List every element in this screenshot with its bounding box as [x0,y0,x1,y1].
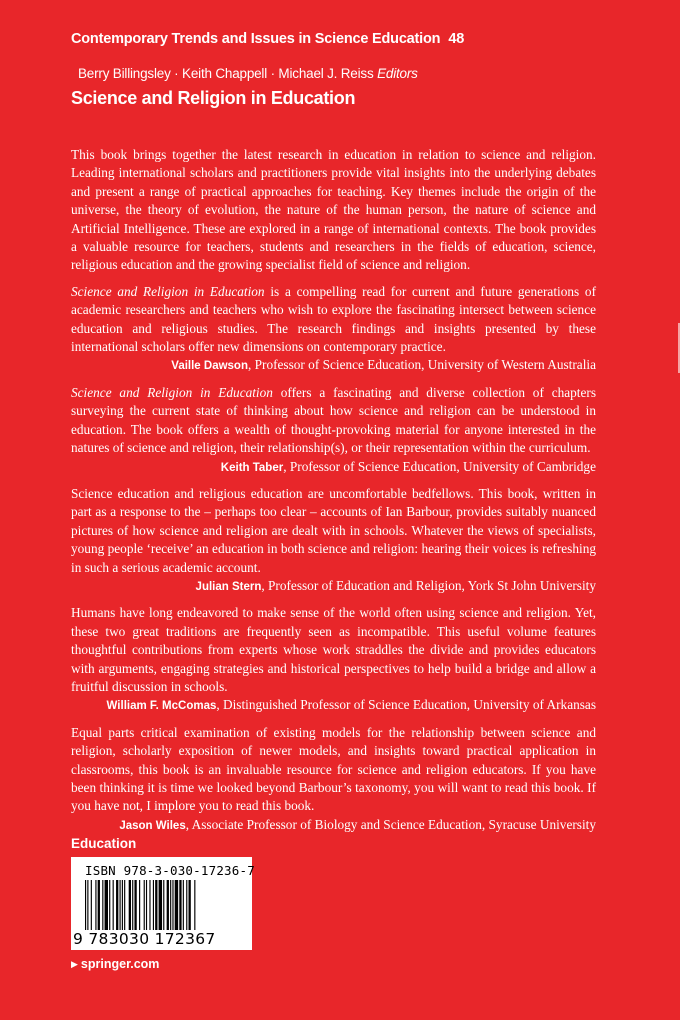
barcode-bar [149,880,150,930]
barcode-bar [132,880,133,930]
barcode-bar [109,880,110,930]
barcode-bar [122,880,123,930]
barcode-graphic [85,880,238,930]
reviewer-name: Julian Stern [195,580,262,593]
barcode-bar [120,880,121,930]
barcode-bar [102,880,103,930]
reviewer-role: , Associate Professor of Biology and Science Education, Syracuse University [185,816,596,832]
reviewer-role: , Professor of Science Education, University of Cambridge [283,458,596,474]
barcode-bar [139,880,140,930]
barcode-bar [163,880,164,930]
publisher-link[interactable] [71,957,159,971]
subject-category: Education [71,836,137,851]
barcode-bar [175,880,178,930]
barcode-bar [153,880,154,930]
review-2 [71,384,596,477]
barcode-bar [146,880,147,930]
barcode-bar [172,880,173,930]
review-text: Humans have long endeavored to make sense of the world often using science and religion. Yet, these two great traditions are frequently seen as incompatible. This useful volume features thoughtful contributions from experts whose work straddles the divide and provides educators with arguments, engaging strategies and historical perspectives to help build a bridge and allow a fruitful discussion in schools. [71,605,596,694]
review-attribution [71,816,596,835]
barcode-bar [144,880,145,930]
barcode-bar [129,880,131,930]
barcode-bar [179,880,181,930]
barcode-bar [170,880,171,930]
barcode-bar [194,880,195,930]
series-number: 48 [448,31,465,47]
barcode-bar [159,880,162,930]
reviewer-role: , Professor of Science Education, University of Western Australia [247,357,596,373]
review-text: Science and Religion in Education offers a fascinating and diverse collection of chapters surveying the current state of thinking about how science and religion can be understood in education. The book offers a wealth of thought-provoking material for anyone interested in the natures of science and religion, their relationship(s), or their representation within the curriculum. [71,384,597,456]
review-text: Equal parts critical examination of existing models for the relationship between science and religion, scholarly exposition of newer models, and insights toward practical application in classrooms, this book is an invaluable resource for science and religion educators. If you have been thinking it is time we looked beyond Barbour’s taxonomy, you will want to read this book. If you have not, I implore you to read this book. [71,724,596,814]
series-line [71,31,464,47]
review-text: Science and Religion in Education is a compelling read for current and future generations of academic researchers and teachers who wish to explore the fascinating intersect between science education and religious studies. The research findings and insights presented by these international scholars offer new dimensions on contemporary practice. [71,283,597,355]
barcode-bar [134,880,136,930]
barcode-bar [85,880,86,930]
editors-line [78,66,418,81]
reviewer-role: , Professor of Education and Religion, York St John University [261,577,596,593]
barcode-bar [105,880,108,930]
barcode-bar [98,880,100,930]
book-description: This book brings together the latest research in education in relation to science and religion. Leading international scholars and practitioners provide vital insights into the underlying debates and present a range of practical approaches for teaching. Key themes include the origin of the universe, the theory of evolution, the nature of the human person, the nature of science and Artificial Intelligence. These are explored in a range of international contexts. The book provides a valuable resource for teachers, students and researchers in the fields of education, science, religious education and the growing specialist field of science and religion. [71,147,596,273]
review-attribution [71,458,596,477]
review-5 [71,724,596,835]
barcode-bar [167,880,169,930]
review-attribution [71,356,596,375]
reviewer-name: Jason Wiles [119,819,186,832]
review-text: Science education and religious education are uncomfortable bedfellows. This book, written in part as a response to the – perhaps too clear – accounts of Ian Barbour, provides suitably nuanced pictures of how science and religion are dealt with in schools. Whatever the views of specialists, young people ‘receive’ an education in both science and religion: hearing their voices is refreshing in such a serious academic account. [71,485,596,575]
barcode-bar [95,880,96,930]
barcode-panel [71,857,255,950]
publisher-url: springer.com [80,957,160,971]
barcode-bar [186,880,187,930]
book-title: Science and Religion in Education [71,88,356,108]
arrow-right-icon: ▶ [71,959,78,969]
barcode-bar [183,880,184,930]
barcode-bar [116,880,118,930]
review-lead: Science and Religion in Education [71,384,273,400]
barcode-bar [155,880,157,930]
review-3 [71,485,596,596]
isbn-text: ISBN 978-3-030-17236-7 [85,863,255,878]
barcode-digits: 9 783030 172367 [73,930,216,948]
review-attribution [71,577,596,596]
barcode-bar [113,880,114,930]
review-1 [71,283,596,376]
review-lead: Science and Religion in Education [71,283,265,299]
barcode-bar [189,880,191,930]
series-name: Contemporary Trends and Issues in Science Education [71,31,441,47]
barcode-bar [87,880,88,930]
reviewer-name: William F. McComas [106,700,217,713]
review-attribution [71,696,596,715]
reviewer-name: Keith Taber [220,461,284,474]
reviewer-role: , Distinguished Professor of Science Education, University of Arkansas [216,697,596,713]
reviewer-name: Vaille Dawson [171,360,248,373]
review-4 [71,604,596,715]
editors-role: Editors [377,66,418,81]
barcode-bar [124,880,125,930]
barcode-bar [91,880,92,930]
back-cover-text [71,146,596,843]
editor-names: Berry Billingsley · Keith Chappell · Michael J. Reiss [78,66,374,81]
